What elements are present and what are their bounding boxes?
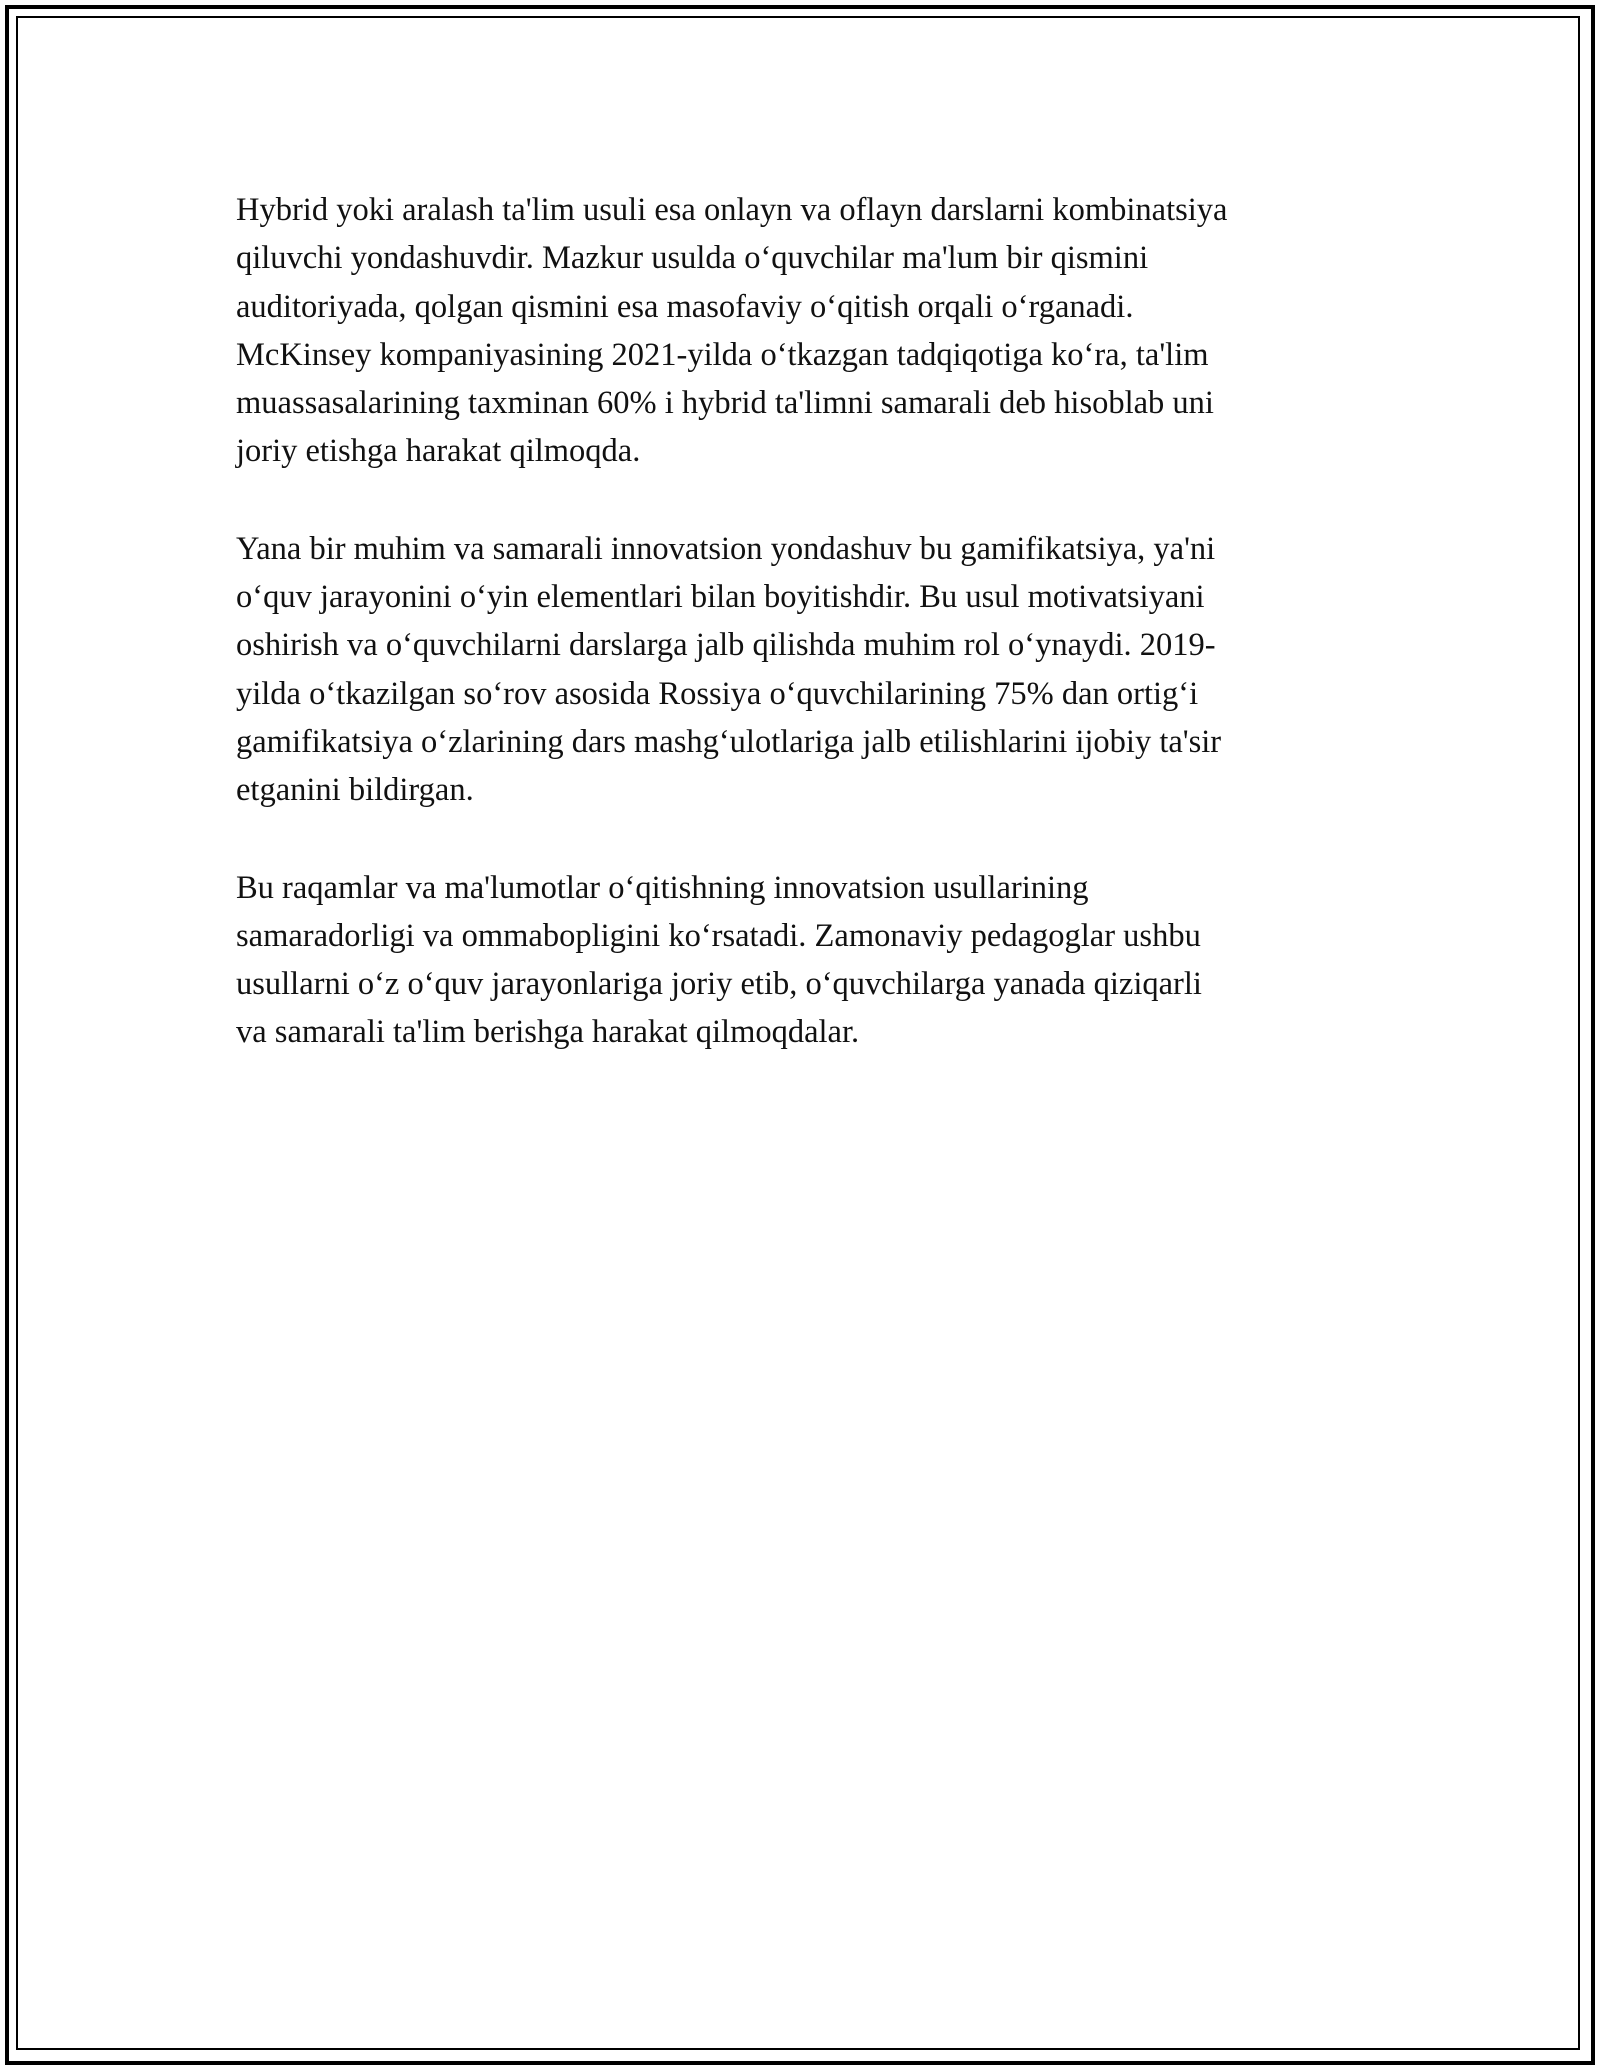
text-line: joriy etishga harakat qilmoqda. [236, 433, 641, 470]
text-line: auditoriyada, qolgan qismini esa masofaviy o‘qitish orqali o‘rganadi. [236, 288, 1134, 325]
text-line: usullarni o‘z o‘quv jarayonlariga joriy etib, o‘quvchilarga yanada qiziqarli [236, 966, 1202, 1003]
text-line: samaradorligi va ommabopligini ko‘rsatadi. Zamonaviy pedagoglar ushbu [236, 917, 1201, 954]
text-line: qiluvchi yondashuvdir. Mazkur usulda o‘quvchilar ma'lum bir qismini [236, 240, 1149, 277]
paragraph-conclusion [236, 864, 1376, 1057]
text-line: va samarali ta'lim berishga harakat qilmoqdalar. [236, 1014, 860, 1051]
document-body [236, 186, 1376, 1106]
text-line: gamifikatsiya o‘zlarining dars mashg‘ulotlariga jalb etilishlarini ijobiy ta'sir [236, 723, 1222, 760]
text-line: Bu raqamlar va ma'lumotlar o‘qitishning innovatsion usullarining [236, 869, 1089, 906]
text-line: etganini bildirgan. [236, 772, 474, 809]
text-line: Yana bir muhim va samarali innovatsion yondashuv bu gamifikatsiya, ya'ni [236, 530, 1216, 567]
text-line: muassasalarining taxminan 60% i hybrid ta'limni samarali deb hisoblab uni [236, 385, 1214, 422]
text-line: o‘quv jarayonini o‘yin elementlari bilan boyitishdir. Bu usul motivatsiyani [236, 579, 1205, 616]
text-line: oshirish va o‘quvchilarni darslarga jalb qilishda muhim rol o‘ynaydi. 2019- [236, 627, 1216, 664]
text-line: Hybrid yoki aralash ta'lim usuli esa onlayn va oflayn darslarni kombinatsiya [236, 192, 1228, 228]
text-line: McKinsey kompaniyasining 2021-yilda o‘tkazgan tadqiqotiga ko‘ra, ta'lim [236, 336, 1209, 373]
text-line: yilda o‘tkazilgan so‘rov asosida Rossiya o‘quvchilarining 75% dan ortig‘i [236, 675, 1199, 712]
paragraph-hybrid-learning [236, 186, 1376, 476]
paragraph-gamification [236, 525, 1376, 815]
